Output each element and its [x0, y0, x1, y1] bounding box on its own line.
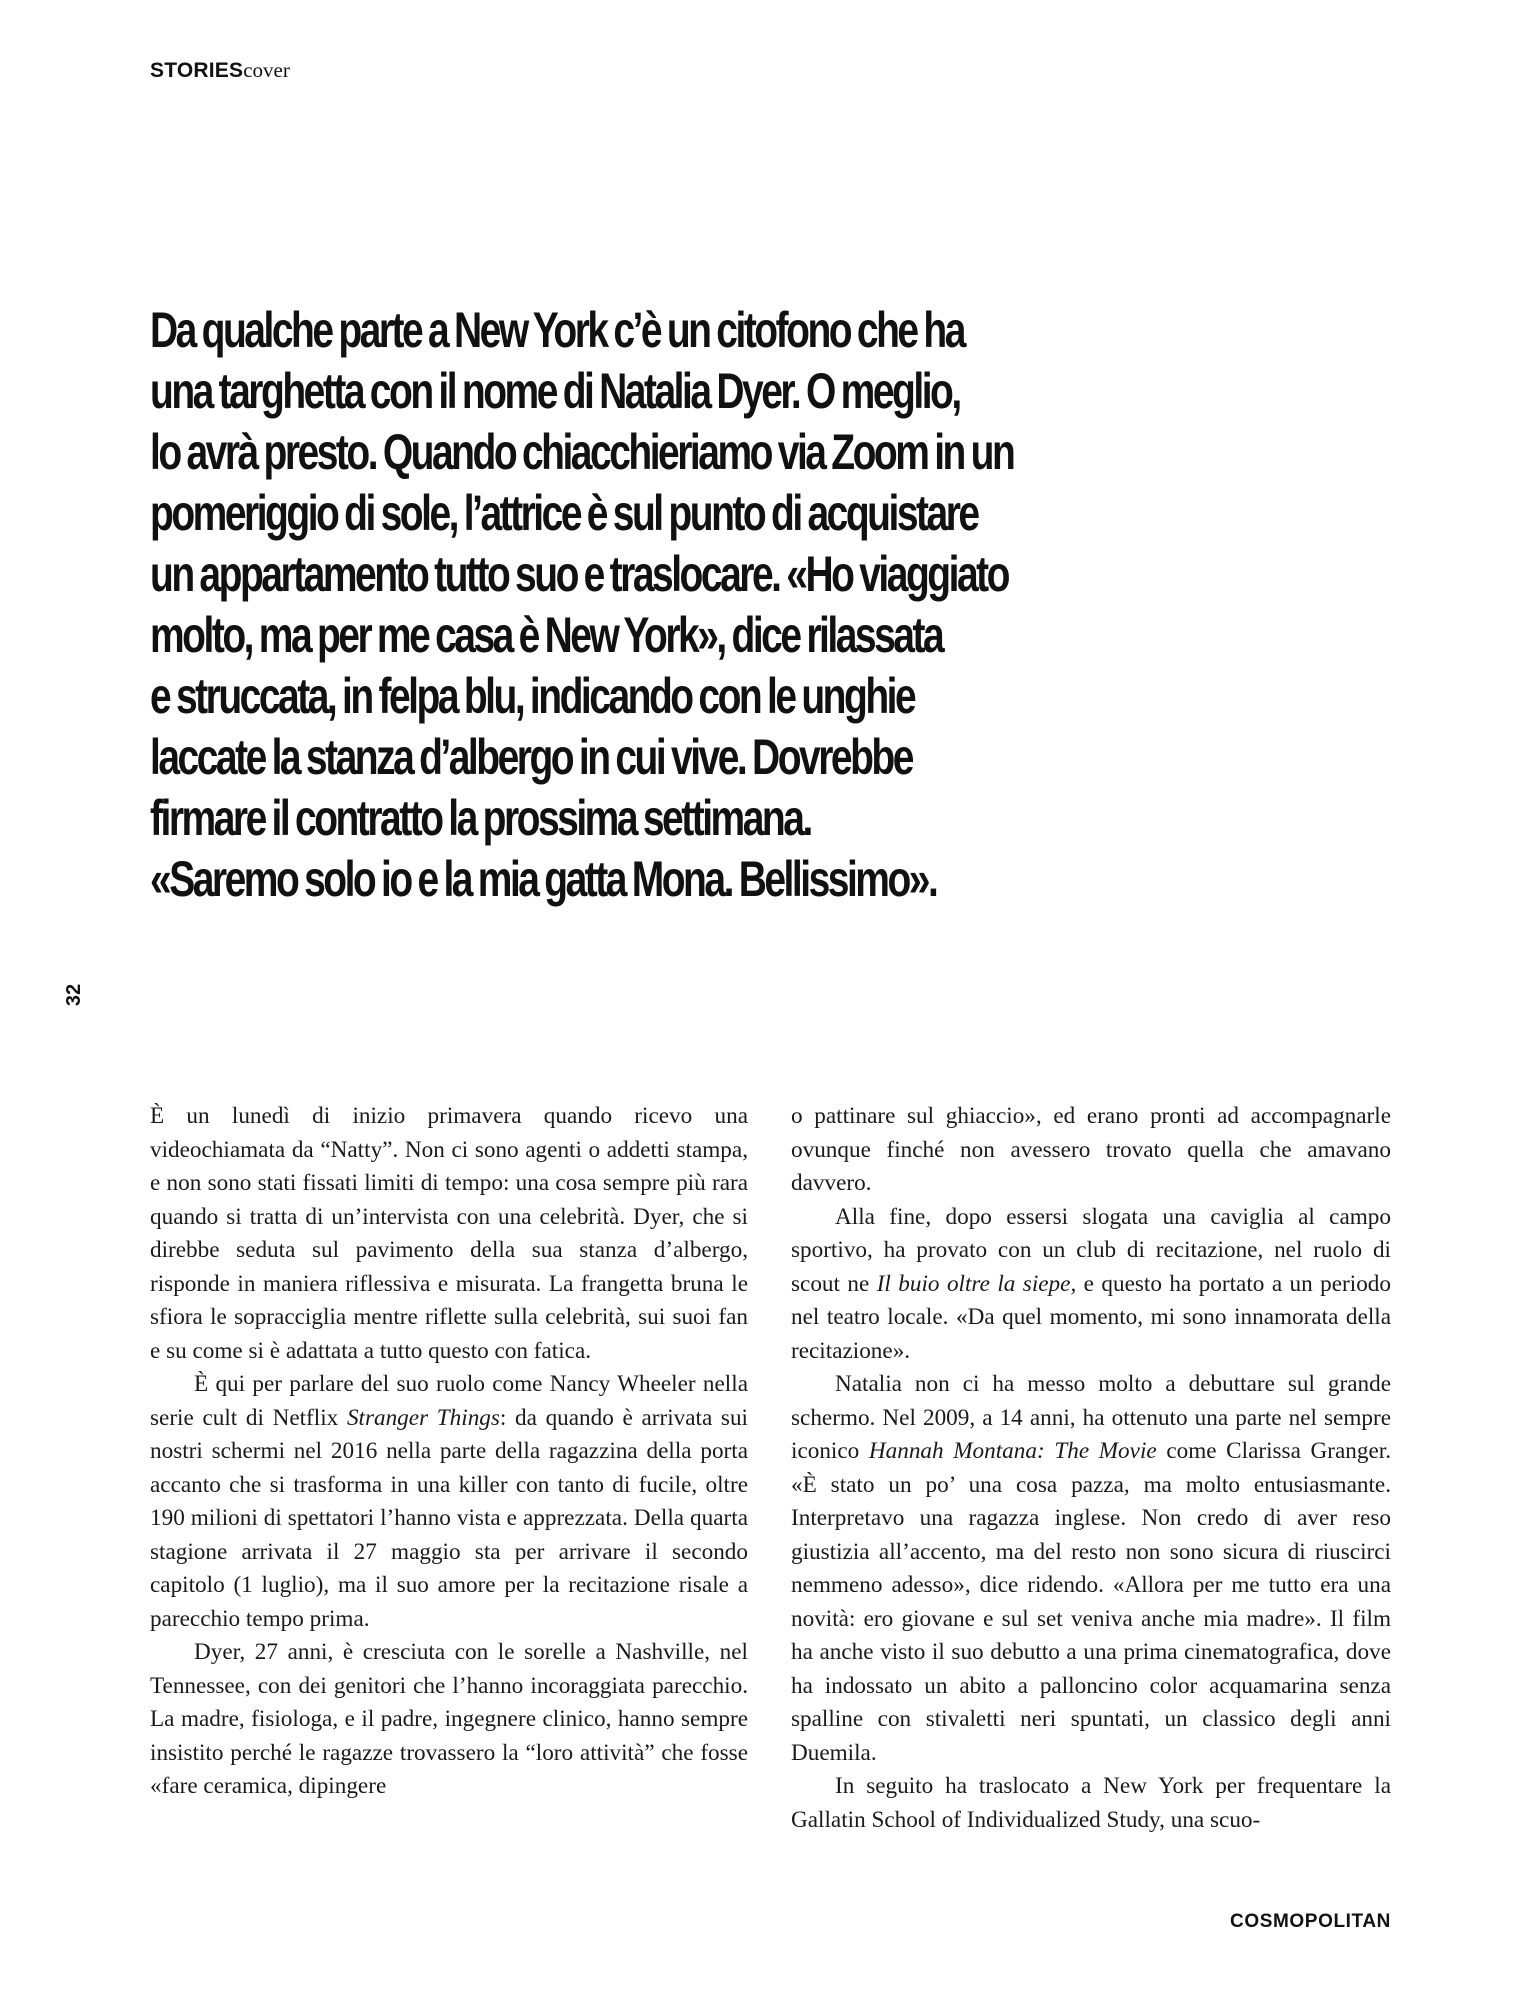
- body-paragraph: [791, 1368, 1391, 1770]
- lead-line: molto, ma per me casa è New York», dice rilassata: [150, 607, 943, 663]
- body-paragraph: [150, 1368, 748, 1636]
- body-column-right: [791, 1100, 1391, 1837]
- lead-line: «Saremo solo io e la mia gatta Mona. Bellissimo».: [150, 851, 937, 907]
- footer-brand: COSMOPOLITAN: [1230, 1911, 1391, 1932]
- lead-line: pomeriggio di sole, l’attrice è sul punto di acquistare: [150, 485, 978, 541]
- body-text: e questo ha portato a un periodo nel teatro locale. «Da quel momento, mi sono innamorata della recitazione».: [791, 1270, 1391, 1364]
- body-paragraph: In seguito ha traslocato a New York per frequentare la Gallatin School of Individualized Study, una scuo-: [791, 1773, 1391, 1833]
- play-title: Il buio oltre la siepe,: [876, 1270, 1077, 1297]
- body-text: come Clarissa Granger. «È stato un po’ una cosa pazza, ma molto entusiasmante. Interpretavo una ragazza inglese. Non credo di aver reso giustizia all’accento, ma del resto non sono sicura di riuscirci nemmeno adesso», dice ridendo. «Allora per me tutto era una novità: ero giovane e sul set veniva anche mia madre». Il film ha anche visto il suo debutto a una prima cinematografica, dove ha indossato un abito a palloncino color acquamarina senza spalline con stivaletti neri spuntati, un classico degli anni Duemila.: [791, 1438, 1391, 1766]
- body-paragraph: [791, 1201, 1391, 1369]
- lead-line: e struccata, in felpa blu, indicando con le unghie: [150, 668, 915, 724]
- body-paragraph: o pattinare sul ghiaccio», ed erano pronti ad accompagnarle ovunque finché non avessero trovato quella che amavano davvero.: [791, 1103, 1391, 1196]
- section-tag: [150, 56, 290, 85]
- body-paragraph: È un lunedì di inizio primavera quando ricevo una videochiamata da “Natty”. Non ci sono agenti o addetti stampa, e non sono stati fissati limiti di tempo: una cosa sempre più rara quando si tratta di un’intervista con una celebrità. Dyer, che si direbbe seduta sul pavimento della sua stanza d’albergo, risponde in maniera riflessiva e misurata. La frangetta bruna le sfiora le sopracciglia mentre riflette sulla celebrità, sui suoi fan e su come si è adattata a tutto questo con fatica.: [150, 1103, 748, 1364]
- body-text: È qui per parlare del suo ruolo come Nancy Wheeler nella serie cult di Netflix: [150, 1371, 748, 1431]
- lead-line: Da qualche parte a New York c’è un citofono che ha: [150, 302, 964, 358]
- body-column-left: [150, 1100, 748, 1804]
- lead-line: un appartamento tutto suo e traslocare. «Ho viaggiato: [150, 546, 1008, 602]
- body-paragraph: Dyer, 27 anni, è cresciuta con le sorelle a Nashville, nel Tennessee, con dei genitori che l’hanno incoraggiata parecchio. La madre, fisiologa, e il padre, ingegnere clinico, hanno sempre insistito perché le ragazze trovassero la “loro attività” che fosse «fare ceramica, dipingere: [150, 1639, 748, 1799]
- body-text: Alla fine, dopo essersi slogata una caviglia al campo sportivo, ha provato con un club di recitazione, nel ruolo di scout ne: [791, 1203, 1391, 1297]
- lead-line: laccate la stanza d’albergo in cui vive. Dovrebbe: [150, 729, 912, 785]
- page-number: 32: [63, 983, 85, 1007]
- lead-line: lo avrà presto. Quando chiacchieriamo via Zoom in un: [150, 424, 1014, 480]
- section-tag-bold: STORIES: [150, 59, 244, 82]
- lead-paragraph: [150, 300, 1014, 910]
- show-title: Stranger Things: [346, 1404, 500, 1431]
- movie-title: Hannah Montana: The Movie: [868, 1438, 1157, 1464]
- lead-line: una targhetta con il nome di Natalia Dyer. O meglio,: [150, 363, 960, 419]
- body-text: : da quando è arrivata sui nostri schermi nel 2016 nella parte della ragazzina della porta accanto che si trasforma in una killer con tanto di fucile, oltre 190 milioni di spettatori l’hanno vista e apprezzata. Della quarta stagione arrivata il 27 maggio sta per arrivare il secondo capitolo (1 luglio), ma il suo amore per la recitazione risale a parecchio tempo prima.: [150, 1404, 748, 1632]
- section-tag-light: cover: [243, 58, 290, 82]
- body-text: Natalia non ci ha messo molto a debuttare sul grande schermo. Nel 2009, a 14 anni, ha ottenuto una parte nel sempre iconico: [791, 1371, 1391, 1464]
- lead-line: firmare il contratto la prossima settimana.: [150, 790, 811, 846]
